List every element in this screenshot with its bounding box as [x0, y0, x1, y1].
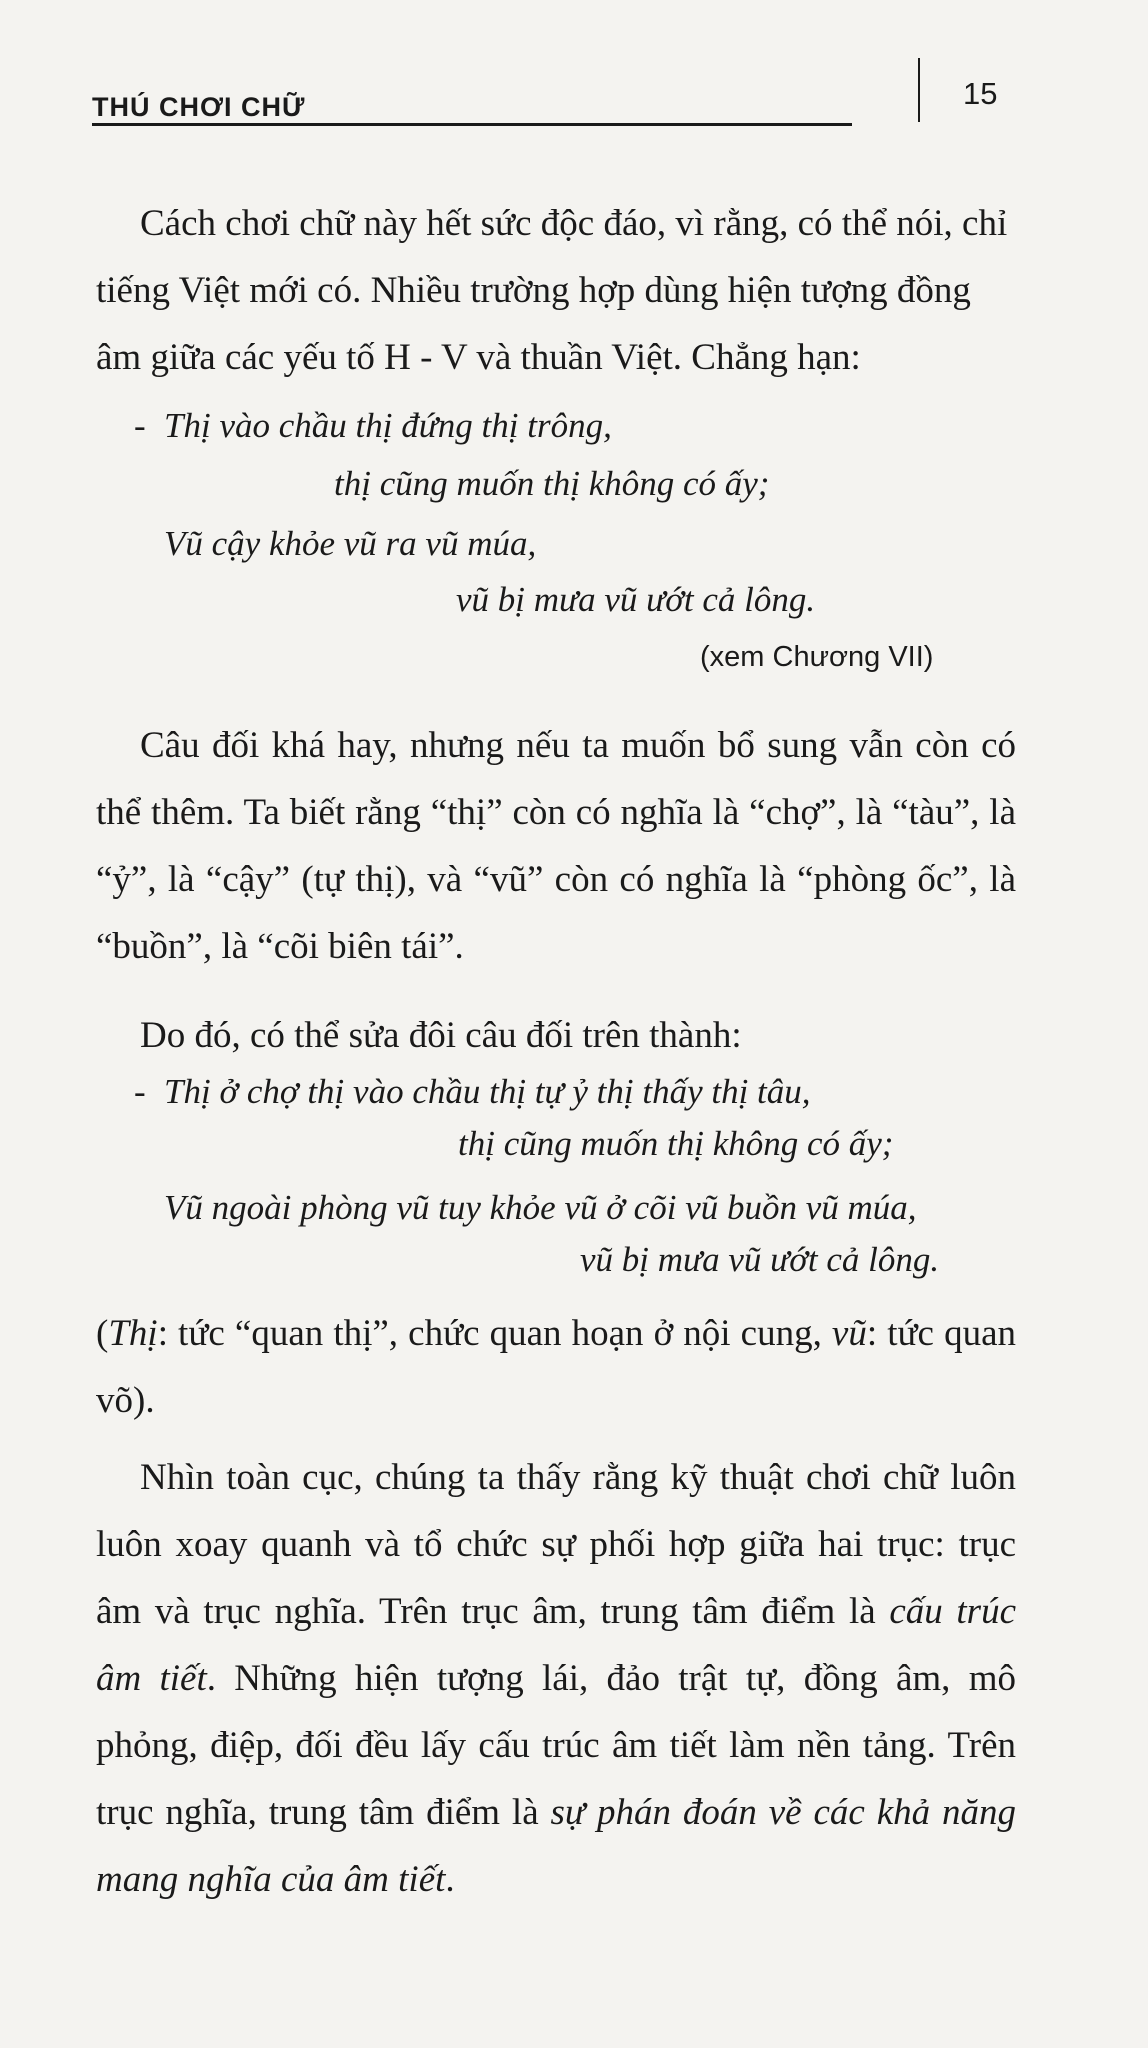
- couplet-2-line-4: vũ bị mưa vũ ướt cả lông.: [580, 1240, 940, 1279]
- gloss-term-2: vũ: [831, 1313, 867, 1354]
- couplet-2-line-1: [134, 1072, 811, 1112]
- gloss-def-1: : tức “quan thị”, chức quan hoạn ở nội cung,: [157, 1313, 832, 1354]
- paragraph-3: Do đó, có thể sửa đôi câu đối trên thành:: [140, 1015, 742, 1056]
- paragraph-4-text-3: .: [445, 1859, 455, 1900]
- couplet-2-line-2: thị cũng muốn thị không có ấy;: [458, 1124, 894, 1163]
- intro-line-1: Cách chơi chữ này hết sức độc đáo, vì rằng, có thể nói, chỉ: [140, 203, 1008, 244]
- couplet-2-line-1-text: Thị ở chợ thị vào chầu thị tự ỷ thị thấy thị tâu,: [164, 1072, 811, 1111]
- couplet-1-line-2: thị cũng muốn thị không có ấy;: [334, 464, 770, 503]
- header-rule: [92, 123, 852, 126]
- gloss-open: (: [96, 1313, 109, 1354]
- gloss-term-1: Thị: [108, 1313, 158, 1354]
- running-title: THÚ CHƠI CHỮ: [92, 92, 306, 122]
- gloss-def-2: : tức quan võ).: [96, 1313, 1016, 1421]
- intro-line-3: âm giữa các yếu tố H - V và thuần Việt. Chẳng hạn:: [96, 337, 861, 378]
- paragraph-2: Câu đối khá hay, nhưng nếu ta muốn bổ sung vẫn còn có thể thêm. Ta biết rằng “thị” còn có nghĩa là “chợ”, là “tàu”, là “ỷ”, là “cậy” (tự thị), và “vũ” còn có nghĩa là “phòng ốc”, là “buồn”, là “cõi biên tái”.: [96, 725, 1016, 967]
- page-number: 15: [963, 76, 998, 111]
- couplet-1-dash: -: [134, 406, 146, 445]
- couplet-1-line-1: [134, 406, 612, 446]
- couplet-2-dash: -: [134, 1072, 146, 1111]
- paragraph-4-emphasis-1: cấu trúc âm tiết: [96, 1591, 1016, 1699]
- couplet-1-line-1-text: Thị vào chầu thị đứng thị trông,: [164, 406, 612, 445]
- source-note: (xem Chương VII): [700, 641, 934, 673]
- paragraph-4: [96, 1444, 1016, 1913]
- couplet-1-line-4: vũ bị mưa vũ ướt cả lông.: [456, 580, 816, 619]
- gloss-paragraph: [96, 1300, 1016, 1434]
- couplet-1-line-3: Vũ cậy khỏe vũ ra vũ múa,: [164, 524, 537, 563]
- couplet-2-line-3: Vũ ngoài phòng vũ tuy khỏe vũ ở cõi vũ buồn vũ múa,: [164, 1188, 917, 1227]
- paragraph-4-emphasis-2: sự phán đoán về các khả năng mang nghĩa của âm tiết: [96, 1792, 1016, 1900]
- paragraph-4-text-2: . Những hiện tượng lái, đảo trật tự, đồng âm, mô phỏng, điệp, đối đều lấy cấu trúc âm tiết làm nền tảng. Trên trục nghĩa, trung tâm điểm là: [96, 1658, 1016, 1833]
- intro-line-2: tiếng Việt mới có. Nhiều trường hợp dùng hiện tượng đồng: [96, 270, 971, 311]
- paragraph-4-text-1: Nhìn toàn cục, chúng ta thấy rằng kỹ thuật chơi chữ luôn luôn xoay quanh và tổ chức sự phối hợp giữa hai trục: trục âm và trục nghĩa. Trên trục âm, trung tâm điểm là: [96, 1457, 1016, 1632]
- header-vertical-rule: [918, 58, 920, 122]
